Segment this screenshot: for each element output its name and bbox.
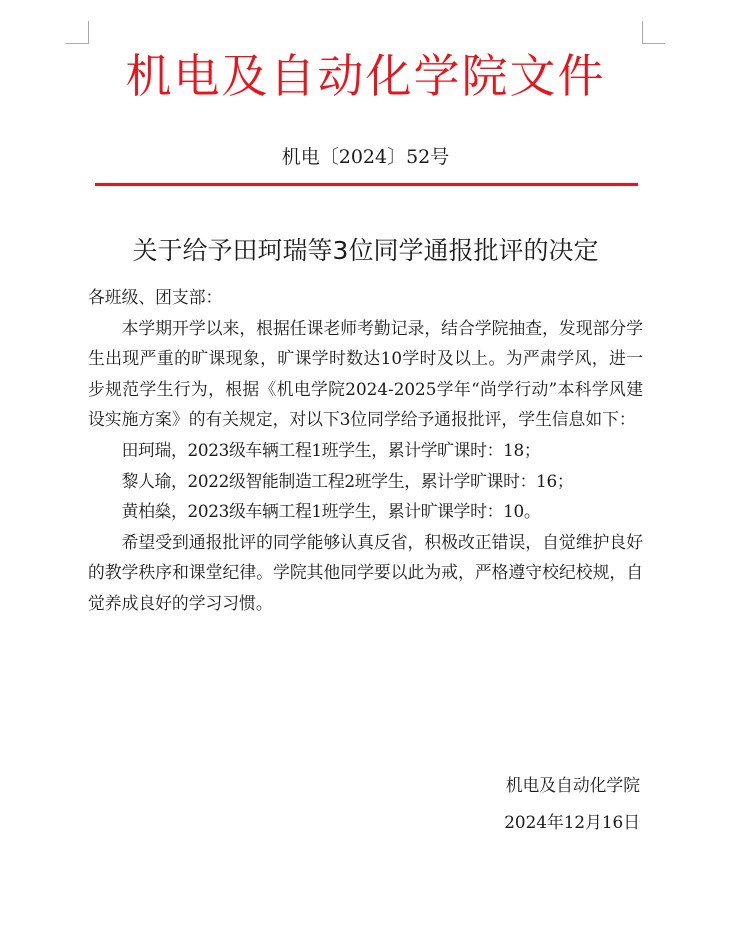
document-title: 关于给予田珂瑞等3位同学通报批评的决定 xyxy=(132,236,599,265)
issuer-name: 机电及自动化学院 xyxy=(505,775,640,795)
student-entry: 黎人瑜，2022级智能制造工程2班学生，累计学旷课时：16； xyxy=(121,470,574,491)
crop-mark-top-left xyxy=(66,21,89,44)
student-entry: 田珂瑞，2023级车辆工程1班学生，累计学旷课时：18； xyxy=(121,439,541,460)
body-paragraph: 本学期开学以来，根据任课老师考勤记录，结合学院抽查，发现部分学生出现严重的旷课现象，旷课学时数达10学时及以上。为严肃学风，进一步规范学生行为，根据《机电学院2024-2025学年“尚学行动”本科学风建设实施方案》的有关规定，对以下3位同学给予通报批评，学生信息如下： xyxy=(88,317,643,430)
salutation: 各班级、团支部： xyxy=(88,287,223,307)
student-entry: 黄柏燊，2023级车辆工程1班学生，累计旷课学时：10。 xyxy=(121,501,541,522)
signature-block xyxy=(504,767,640,841)
letterhead-title: 机电及自动化学院文件 xyxy=(125,49,606,103)
document-number: 机电〔2024〕52号 xyxy=(281,146,450,168)
document-body xyxy=(88,282,643,619)
crop-mark-top-right xyxy=(642,21,665,44)
letterhead-divider xyxy=(95,183,638,186)
issue-date: 2024年12月16日 xyxy=(504,812,640,832)
closing-paragraph: 希望受到通报批评的同学能够认真反省，积极改正错误，自觉维护良好的教学秩序和课堂纪律。学院其他同学要以此为戒，严格遵守校纪校规，自觉养成良好的学习习惯。 xyxy=(88,531,643,613)
